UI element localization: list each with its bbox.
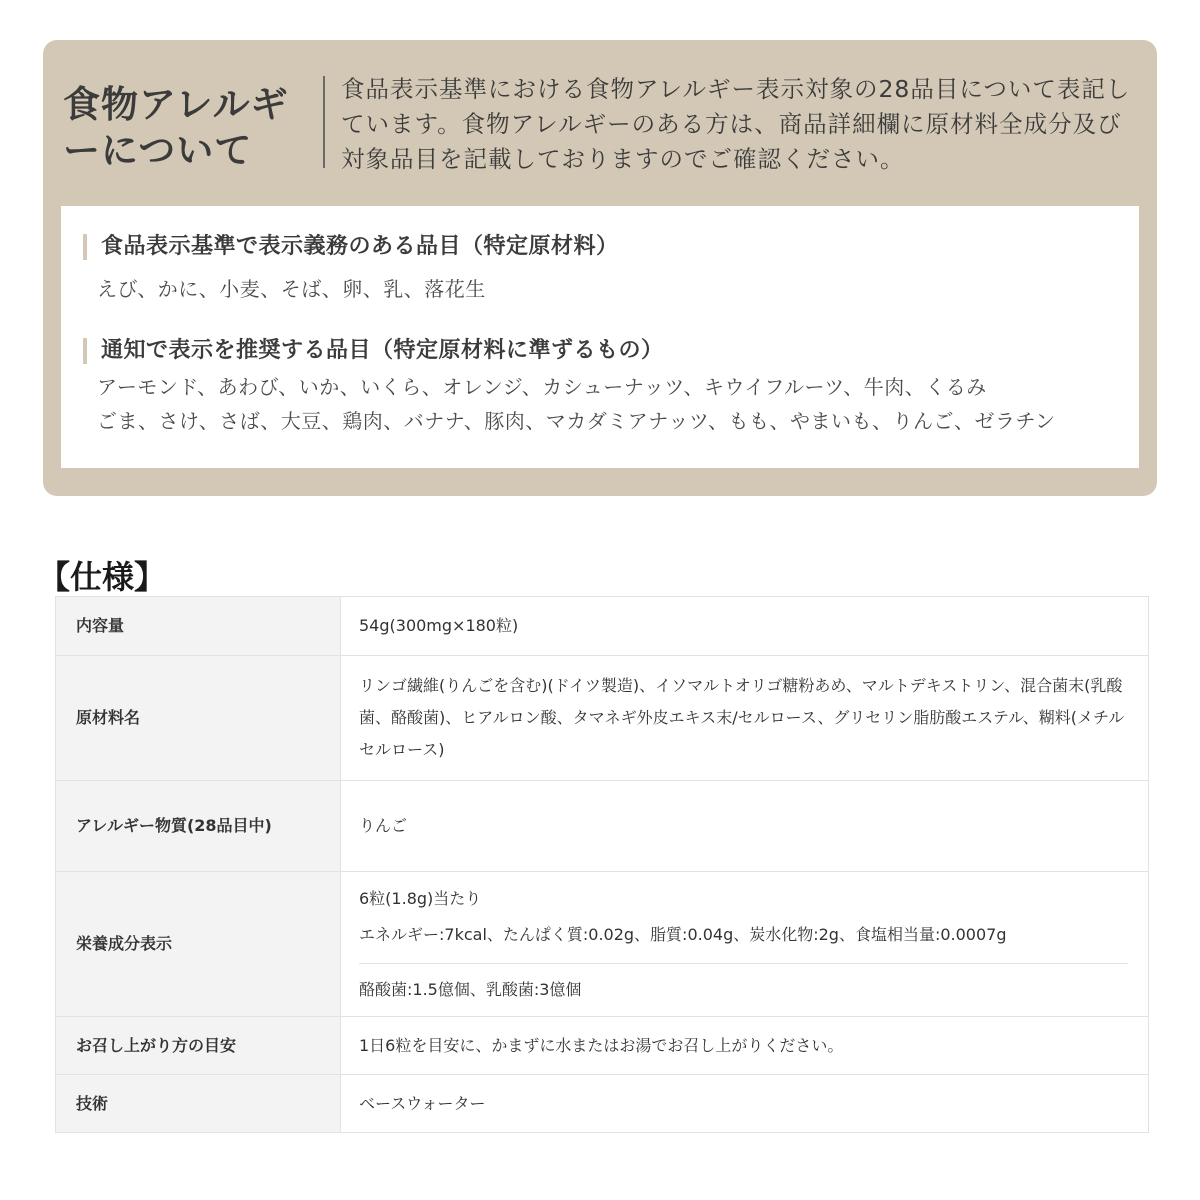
table-row xyxy=(56,1017,1149,1075)
allergy-items-box xyxy=(61,206,1139,468)
row-label: アレルギー物質(28品目中) xyxy=(56,781,341,872)
recommended-items-line-1: アーモンド、あわび、いか、いくら、オレンジ、カシューナッツ、キウイフルーツ、牛肉、くるみ xyxy=(97,375,987,399)
row-value: りんご xyxy=(341,781,1149,872)
table-row xyxy=(56,872,1149,1017)
row-value: 1日6粒を目安に、かまずに水またはお湯でお召し上がりください。 xyxy=(341,1017,1149,1075)
allergy-title: 食物アレルギーについて xyxy=(63,83,289,172)
table-row xyxy=(56,597,1149,656)
nutrition-serving: 6粒(1.8g)当たり xyxy=(359,888,482,908)
row-value: リンゴ繊維(りんごを含む)(ドイツ製造)、イソマルトオリゴ糖粉あめ、マルトデキストリン、混合菌末(乳酸菌、酪酸菌)、ヒアルロン酸、タマネギ外皮エキス末/セルロース、グリセリン脂肪酸エステル、糊料(メチルセルロース) xyxy=(341,656,1149,781)
nutrition-value-cell xyxy=(341,872,1149,1017)
row-value: 54g(300mg×180粒) xyxy=(341,597,1149,656)
row-label: お召し上がり方の目安 xyxy=(56,1017,341,1075)
nutrition-bacteria: 酪酸菌:1.5億個、乳酸菌:3億個 xyxy=(359,963,1128,1006)
row-value: ベースウォーター xyxy=(341,1075,1149,1133)
recommended-items-line-2: ごま、さけ、さば、大豆、鶏肉、バナナ、豚肉、マカダミアナッツ、もも、やまいも、りんご、ゼラチン xyxy=(97,409,1056,433)
row-label: 原材料名 xyxy=(56,656,341,781)
allergy-info-panel xyxy=(43,40,1157,496)
allergy-intro-text: 食品表示基準における食物アレルギー表示対象の28品目について表記しています。食物アレルギーのある方は、商品詳細欄に原材料全成分及び対象品目を記載しておりますのでご確認ください。 xyxy=(341,75,1131,173)
table-row xyxy=(56,1075,1149,1133)
row-label: 内容量 xyxy=(56,597,341,656)
mandatory-items-list: えび、かに、小麦、そば、卵、乳、落花生 xyxy=(97,277,486,301)
recommended-items-heading: 通知で表示を推奨する品目（特定原材料に準ずるもの） xyxy=(83,338,664,364)
nutrition-facts: エネルギー:7kcal、たんぱく質:0.02g、脂質:0.04g、炭水化物:2g、食塩相当量:0.0007g xyxy=(359,924,1007,944)
mandatory-items-heading: 食品表示基準で表示義務のある品目（特定原材料） xyxy=(83,234,619,260)
title-divider xyxy=(323,76,325,168)
spec-heading: 【仕様】 xyxy=(38,558,167,596)
row-label: 技術 xyxy=(56,1075,341,1133)
spec-table xyxy=(55,596,1149,1133)
table-row xyxy=(56,656,1149,781)
row-label: 栄養成分表示 xyxy=(56,872,341,1017)
table-row xyxy=(56,781,1149,872)
